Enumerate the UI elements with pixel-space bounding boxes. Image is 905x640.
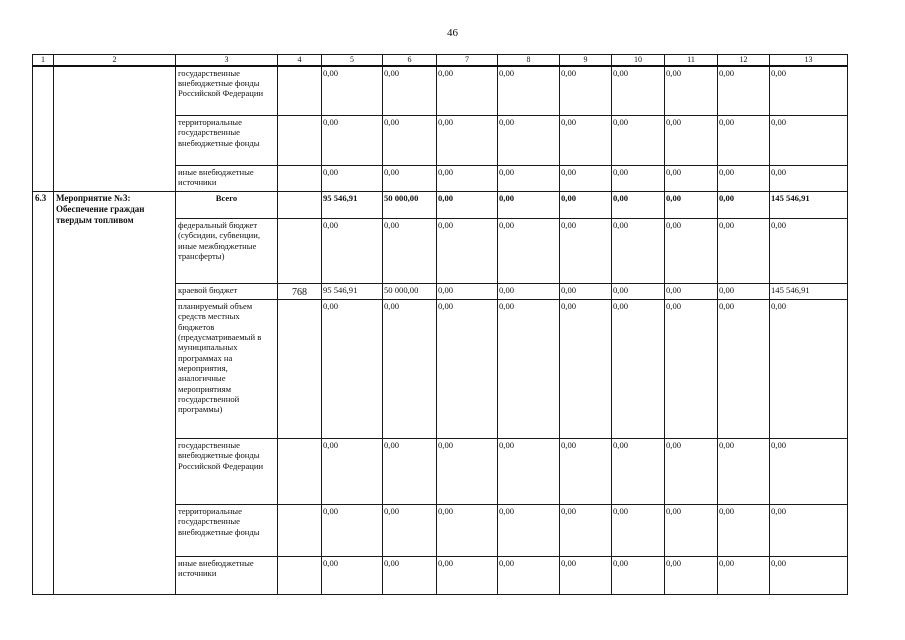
amount-cell: 0,00 xyxy=(665,116,718,166)
amount-cell: 0,00 xyxy=(665,505,718,557)
amount-cell: 0,00 xyxy=(718,505,770,557)
column-number: 10 xyxy=(612,55,665,66)
amount-cell: 0,00 xyxy=(612,284,665,300)
amount-cell: 0,00 xyxy=(437,439,498,505)
column-number: 4 xyxy=(278,55,322,66)
amount-cell: 0,00 xyxy=(665,192,718,219)
table-row xyxy=(33,192,848,219)
amount-cell: 0,00 xyxy=(770,300,848,439)
amount-cell: 0,00 xyxy=(770,166,848,192)
column-number: 7 xyxy=(437,55,498,66)
amount-cell: 0,00 xyxy=(560,116,612,166)
budget-code xyxy=(278,439,322,505)
amount-cell: 0,00 xyxy=(665,219,718,284)
amount-cell: 0,00 xyxy=(437,116,498,166)
amount-cell: 0,00 xyxy=(665,557,718,595)
amount-cell: 0,00 xyxy=(322,439,383,505)
amount-cell: 0,00 xyxy=(718,116,770,166)
budget-code xyxy=(278,557,322,595)
amount-cell: 0,00 xyxy=(437,219,498,284)
amount-cell: 145 546,91 xyxy=(770,192,848,219)
amount-cell: 0,00 xyxy=(560,166,612,192)
amount-cell: 0,00 xyxy=(498,284,560,300)
amount-cell: 0,00 xyxy=(498,219,560,284)
amount-cell: 0,00 xyxy=(718,439,770,505)
column-number: 8 xyxy=(498,55,560,66)
amount-cell: 0,00 xyxy=(612,116,665,166)
section-number-blank xyxy=(33,66,54,192)
funding-source: планируемый объем средств местных бюджетов (предусматриваемый в муниципальных программах на мероприятия, аналогичные мероприятиям государственной программы) xyxy=(176,300,278,439)
budget-code xyxy=(278,300,322,439)
amount-cell: 0,00 xyxy=(770,116,848,166)
amount-cell: 0,00 xyxy=(498,439,560,505)
funding-source: Всего xyxy=(176,192,278,219)
column-number: 5 xyxy=(322,55,383,66)
funding-source: государственные внебюджетные фонды Российской Федерации xyxy=(176,66,278,116)
budget-code xyxy=(278,166,322,192)
amount-cell: 0,00 xyxy=(498,166,560,192)
budget-code xyxy=(278,66,322,116)
amount-cell: 0,00 xyxy=(322,166,383,192)
amount-cell: 0,00 xyxy=(560,192,612,219)
amount-cell: 0,00 xyxy=(770,66,848,116)
column-number: 13 xyxy=(770,55,848,66)
table-row xyxy=(33,66,848,116)
page-number: 46 xyxy=(447,27,458,39)
amount-cell: 0,00 xyxy=(612,300,665,439)
amount-cell: 0,00 xyxy=(612,66,665,116)
budget-table xyxy=(32,54,848,595)
funding-source: иные внебюджетные источники xyxy=(176,557,278,595)
column-number: 3 xyxy=(176,55,278,66)
column-number: 9 xyxy=(560,55,612,66)
amount-cell: 0,00 xyxy=(383,300,437,439)
funding-source: федеральный бюджет (субсидии, субвенции, иные межбюджетные трансферты) xyxy=(176,219,278,284)
header-row xyxy=(33,55,848,66)
budget-code xyxy=(278,219,322,284)
amount-cell: 0,00 xyxy=(560,284,612,300)
amount-cell: 0,00 xyxy=(498,557,560,595)
amount-cell: 0,00 xyxy=(612,219,665,284)
budget-code xyxy=(278,192,322,219)
amount-cell: 0,00 xyxy=(498,192,560,219)
amount-cell: 0,00 xyxy=(665,284,718,300)
funding-source: территориальные государственные внебюджетные фонды xyxy=(176,505,278,557)
amount-cell: 0,00 xyxy=(665,300,718,439)
column-number: 1 xyxy=(33,55,54,66)
amount-cell: 50 000,00 xyxy=(383,284,437,300)
amount-cell: 95 546,91 xyxy=(322,284,383,300)
amount-cell: 0,00 xyxy=(383,557,437,595)
amount-cell: 0,00 xyxy=(322,116,383,166)
amount-cell: 0,00 xyxy=(665,66,718,116)
column-number: 2 xyxy=(54,55,176,66)
column-number: 12 xyxy=(718,55,770,66)
amount-cell: 0,00 xyxy=(612,166,665,192)
amount-cell: 0,00 xyxy=(770,439,848,505)
amount-cell: 95 546,91 xyxy=(322,192,383,219)
amount-cell: 0,00 xyxy=(560,439,612,505)
column-number: 11 xyxy=(665,55,718,66)
amount-cell: 0,00 xyxy=(383,116,437,166)
amount-cell: 0,00 xyxy=(437,557,498,595)
funding-source: краевой бюджет xyxy=(176,284,278,300)
amount-cell: 0,00 xyxy=(383,505,437,557)
table-body xyxy=(33,55,848,595)
budget-code: 768 xyxy=(278,284,322,300)
amount-cell: 0,00 xyxy=(437,505,498,557)
amount-cell: 0,00 xyxy=(322,557,383,595)
amount-cell: 50 000,00 xyxy=(383,192,437,219)
column-number: 6 xyxy=(383,55,437,66)
amount-cell: 0,00 xyxy=(560,300,612,439)
amount-cell: 0,00 xyxy=(612,439,665,505)
amount-cell: 0,00 xyxy=(560,219,612,284)
amount-cell: 0,00 xyxy=(437,66,498,116)
amount-cell: 0,00 xyxy=(498,116,560,166)
amount-cell: 0,00 xyxy=(718,66,770,116)
section-number: 6.3 xyxy=(33,192,54,595)
amount-cell: 0,00 xyxy=(560,66,612,116)
amount-cell: 0,00 xyxy=(437,192,498,219)
amount-cell: 145 546,91 xyxy=(770,284,848,300)
amount-cell: 0,00 xyxy=(560,557,612,595)
amount-cell: 0,00 xyxy=(383,66,437,116)
amount-cell: 0,00 xyxy=(665,166,718,192)
funding-source: территориальные государственные внебюджетные фонды xyxy=(176,116,278,166)
amount-cell: 0,00 xyxy=(498,300,560,439)
amount-cell: 0,00 xyxy=(612,505,665,557)
amount-cell: 0,00 xyxy=(437,166,498,192)
budget-code xyxy=(278,505,322,557)
amount-cell: 0,00 xyxy=(322,300,383,439)
amount-cell: 0,00 xyxy=(718,166,770,192)
amount-cell: 0,00 xyxy=(770,505,848,557)
amount-cell: 0,00 xyxy=(718,284,770,300)
budget-code xyxy=(278,116,322,166)
amount-cell: 0,00 xyxy=(498,505,560,557)
amount-cell: 0,00 xyxy=(770,557,848,595)
amount-cell: 0,00 xyxy=(612,192,665,219)
amount-cell: 0,00 xyxy=(437,284,498,300)
amount-cell: 0,00 xyxy=(718,300,770,439)
section-title-blank xyxy=(54,66,176,192)
amount-cell: 0,00 xyxy=(322,219,383,284)
amount-cell: 0,00 xyxy=(718,192,770,219)
amount-cell: 0,00 xyxy=(770,219,848,284)
amount-cell: 0,00 xyxy=(322,505,383,557)
amount-cell: 0,00 xyxy=(322,66,383,116)
amount-cell: 0,00 xyxy=(383,166,437,192)
amount-cell: 0,00 xyxy=(665,439,718,505)
amount-cell: 0,00 xyxy=(718,219,770,284)
amount-cell: 0,00 xyxy=(612,557,665,595)
amount-cell: 0,00 xyxy=(383,439,437,505)
amount-cell: 0,00 xyxy=(560,505,612,557)
amount-cell: 0,00 xyxy=(437,300,498,439)
amount-cell: 0,00 xyxy=(383,219,437,284)
funding-source: иные внебюджетные источники xyxy=(176,166,278,192)
funding-source: государственные внебюджетные фонды Российской Федерации xyxy=(176,439,278,505)
section-title: Мероприятие №3: Обеспечение граждан твердым топливом xyxy=(54,192,176,595)
amount-cell: 0,00 xyxy=(498,66,560,116)
amount-cell: 0,00 xyxy=(718,557,770,595)
